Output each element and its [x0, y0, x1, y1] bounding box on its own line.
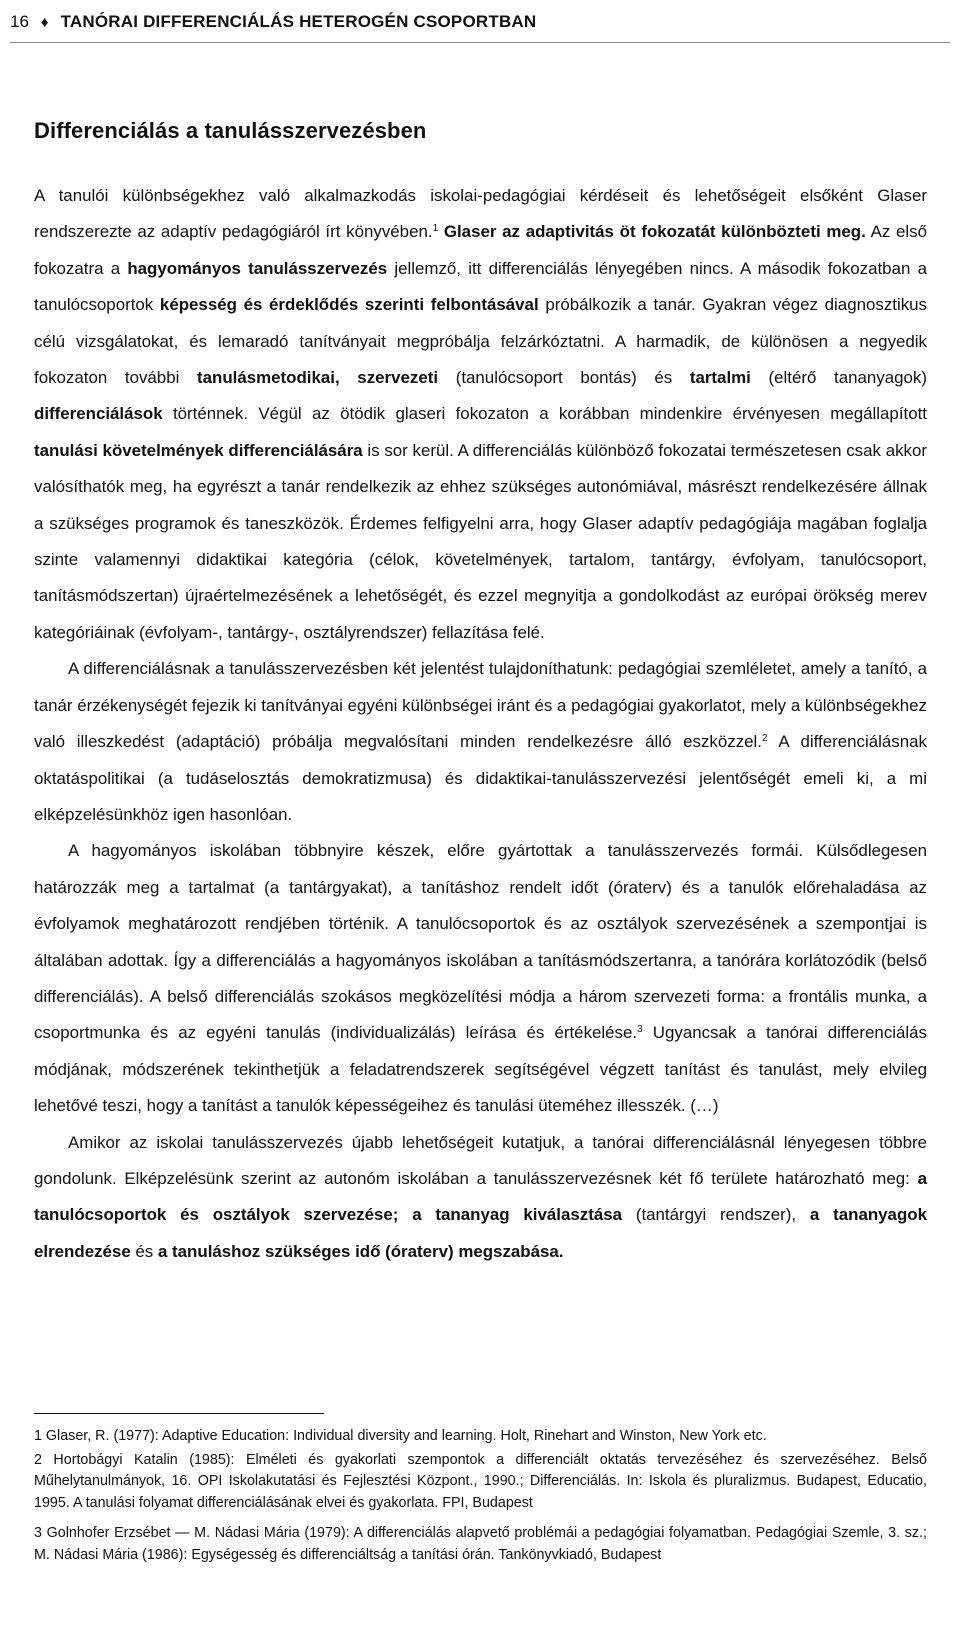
text-run: Amikor az iskolai tanulásszervezés újabb lehetőségeit kutatjuk, a tanórai differenciálásnál lényegesen többre gondolunk. Elképzelésünk szerint az autonóm iskolában a tanulásszervezésnek két fő területe határozható meg:: [34, 1132, 927, 1188]
footnotes: [34, 1426, 927, 1566]
paragraph-1: [34, 178, 927, 651]
paragraph-3: [34, 833, 927, 1124]
footnote-1: 1 Glaser, R. (1977): Adaptive Education: Individual diversity and learning. Holt, Rinehart and Winston, New York etc.: [34, 1428, 767, 1444]
text-run: A differenciálásnak oktatáspolitikai (a tudáselosztás demokratizmusa) és didaktikai-tanulásszervezési jelentőségét emeli ki, a mi elképzelésünkhöz igen hasonlóan.: [34, 732, 927, 824]
bold-phrase: a tananyagok elrendezése: [34, 1205, 927, 1261]
footnote-marker: 3: [637, 1024, 643, 1036]
bold-phrase: a tanulócsoportok és osztályok szervezése; a tananyag kiválasztása: [34, 1168, 927, 1225]
text-run: Az első fokozatra a: [34, 222, 927, 278]
page-number: 16: [10, 12, 29, 31]
paragraph-2: [34, 651, 927, 833]
text-run: (eltérő tananyagok): [750, 368, 927, 388]
bold-phrase: Glaser az adaptivitás öt fokozatát különbözteti meg.: [443, 222, 866, 242]
text-run: próbálkozik a tanár. Gyakran végez diagnosztikus célú vizsgálatokat, és lemaradó tanítványait megpróbálja felzárkóztatni. A harmadik, de különösen a negyedik fokozaton további: [34, 295, 927, 388]
footnote-3: 3 Golnhofer Erzsébet ― M. Nádasi Mária (1979): A differenciálás alapvető problémái a pedagógiai folyamatban. Pedagógiai Szemle, 3. sz.; M. Nádasi Mária (1986): Egységesség és differenciáltság a tanítási órán. Tankönyvkiadó, Budapest: [34, 1525, 927, 1563]
text-run: is sor kerül. A differenciálás különböző fokozatai természetesen csak akkor valósíthatók meg, ha egyrészt a tanár rendelkezik az ehhez szükséges autonómiával, másrészt rendelkezésére állnak a szükséges programok és taneszközök. Érdemes felfigyelni arra, hogy Glaser adaptív pedagógiája magában foglalja szinte valamennyi didaktikai kategória (célok, követelmények, tartalom, tantárgy, évfolyam, tanulócsoport, tanításmódszertan) újraértelmezésének a lehetőségét, és ezzel megnyitja a gondolkodást az európai örökség merev kategóriáinak (évfolyam-, tantárgy-, osztályrendszer) fellazítása felé.: [34, 440, 927, 642]
text-run: Ugyancsak a tanórai differenciálás módjának, módszerének tekinthetjük a feladatrendszerek segítségével végzett tanítást és tanulást, mely elvileg lehetővé teszi, hogy a tanítást a tanulók képességeihez és tanulási üteméhez illesszék. (…): [34, 1023, 927, 1116]
bold-phrase: tanulásmetodikai, szervezeti: [197, 368, 439, 388]
text-run: A differenciálásnak a tanulásszervezésben két jelentést tulajdoníthatunk: pedagógiai szemléletet, amely a tanító, a tanár érzékenységét fejezik ki tanítványai egyéni különbségei iránt és a pedagógiai gyakorlatot, mely a különbségekhez való illeszkedést (adaptáció) próbálja megvalósítani minden rendelkezésre álló eszközzel.: [34, 659, 927, 752]
footnote-rule: [34, 1413, 324, 1414]
footnote-2: 2 Hortobágyi Katalin (1985): Elméleti és gyakorlati szempontok a differenciált oktatás tervezéséhez és szervezéséhez. Belső Műhelytanulmányok, 16. OPI Iskolakutatási és Fejlesztési Központ., 1990.; Differenciálás. In: Iskola és pluralizmus. Budapest, Educatio, 1995. A tanulási folyamat differenciálásának elvei és gyakorlata. FPI, Budapest: [34, 1451, 927, 1511]
text-run: jellemző, itt differenciálás lényegében nincs. A második fokozatban a tanulócsoportok: [34, 258, 927, 315]
paragraph-4: [34, 1125, 927, 1271]
bold-phrase: tanulási követelmények differenciálására: [34, 440, 363, 460]
running-title: TANÓRAI DIFFERENCIÁLÁS HETEROGÉN CSOPORTBAN: [60, 12, 537, 31]
footnote-marker: 1: [432, 223, 439, 235]
diamond-icon: ♦: [40, 13, 49, 31]
bold-phrase: a tanuláshoz szükséges idő (óraterv) megszabása.: [157, 1241, 564, 1261]
section-title: Differenciálás a tanulásszervezésben: [34, 118, 427, 143]
text-run: (tantárgyi rendszer),: [622, 1205, 810, 1225]
header-rule: [10, 42, 950, 43]
text-run: A hagyományos iskolában többnyire készek, előre gyártottak a tanulásszervezés formái. Külsődlegesen határozzák meg a tartalmat (a tantárgyakat), a tanításhoz rendelt időt (óraterv) és a tanulók előrehaladása az évfolyamok meghatározott rendjében történik. A tanulócsoportok és az osztályok szervezésének a szempontjai is általában adottak. Így a differenciálás a hagyományos iskolában a tanításmódszertanra, a tanórára korlátozódik (belső differenciálás). A belső differenciálás szokásos megközelítési módja a három szervezeti forma: a frontális munka, a csoportmunka és az egyéni tanulás (individualizálás) leírása és értékelése.: [34, 841, 927, 1043]
running-header: [0, 0, 960, 44]
main-text: [34, 178, 927, 1270]
footnote-marker: 2: [762, 733, 768, 745]
text-run: és: [130, 1241, 158, 1261]
bold-phrase: tartalmi: [689, 368, 751, 388]
text-run: (tanulócsoport bontás) és: [438, 368, 690, 388]
text-run: A tanulói különbségekhez való alkalmazkodás iskolai-pedagógiai kérdéseit és lehetőségeit elsőként Glaser rendszerezte az adaptív pedagógiáról írt könyvében.: [34, 186, 927, 242]
bold-phrase: képesség és érdeklődés szerinti felbontásával: [159, 295, 539, 315]
bold-phrase: hagyományos tanulásszervezés: [127, 258, 388, 278]
bold-phrase: differenciálások: [34, 404, 163, 424]
text-run: történnek. Végül az ötödik glaseri fokozaton a korábban mindenkire érvényesen megállapított: [162, 404, 927, 424]
